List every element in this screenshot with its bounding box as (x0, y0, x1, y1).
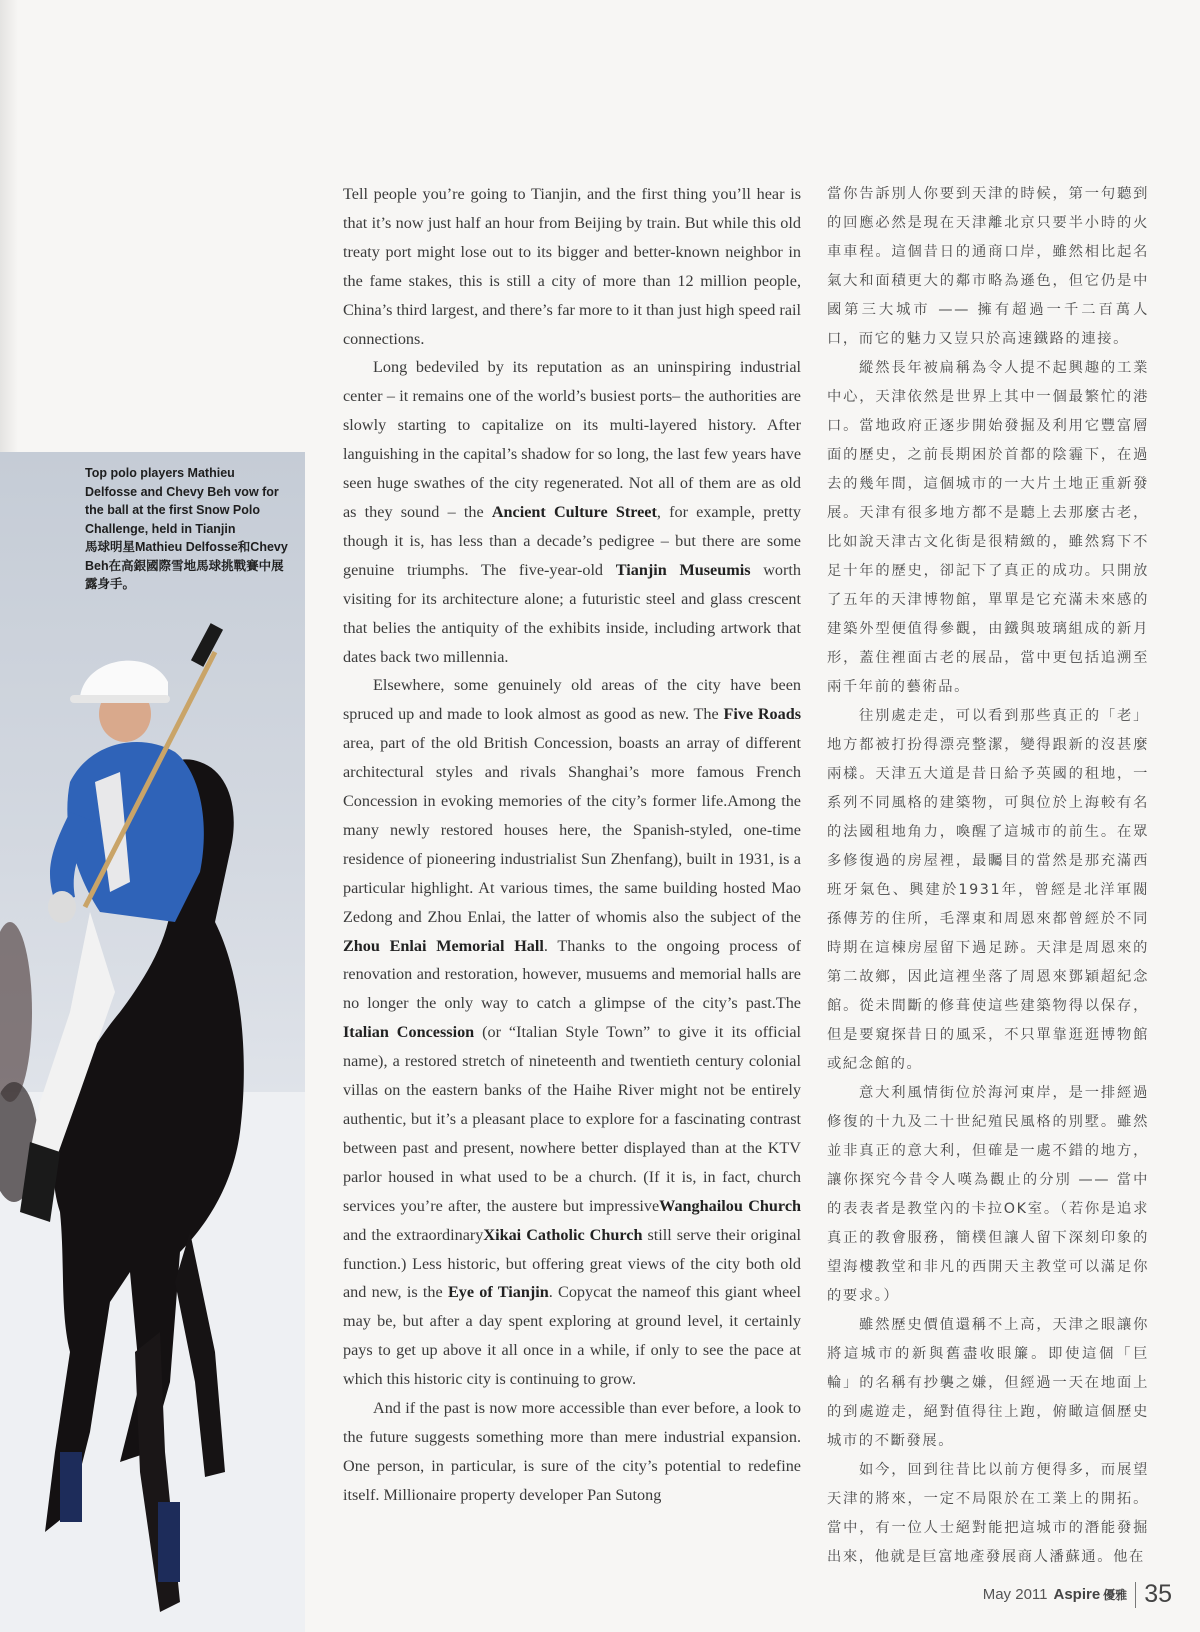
polo-photo (0, 452, 305, 1632)
page-number: 35 (1144, 1580, 1172, 1608)
place-name: Tianjin Museumis (615, 560, 751, 579)
article-zh-paragraph: 縱然長年被扁稱為令人提不起興趣的工業中心，天津依然是世界上其中一個最繁忙的港口。當地政府正逐步開始發掘及利用它豐富層面的歷史，之前長期困於首都的陰霾下，在過去的幾年間，這個城市的一大片土地正重新發展。天津有很多地方都不是聽上去那麼古老，比如說天津古文化街是很精緻的，雖然寫下不足十年的歷史，卻記下了真正的成功。只開放了五年的天津博物館，單單是它充滿未來感的建築外型便值得參觀，由鐵與玻璃組成的新月形，蓋住裡面古老的展品，當中更包括追溯至兩千年前的藝術品。 (827, 360, 1149, 695)
magazine-name: Aspire (1053, 1586, 1101, 1603)
polo-player-illustration (0, 452, 305, 1632)
article-en-paragraph (343, 671, 801, 1394)
footer-divider (1135, 1582, 1136, 1608)
paragraph-text: , for example, pretty though it is, has less than a decade’s pedigree – but there are some genuine triumphs. The five-year-old (343, 502, 801, 579)
paragraph-text: . Thanks to the ongoing process of renovation and restoration, however, musuems and memorial halls are no longer the only way to catch a glimpse of the city’s past.The (343, 936, 802, 1013)
paragraph-text: And if the past is now more accessible than ever before, a look to the future suggests something more than mere industrial expansion. One person, in particular, is sure of the city’s potential to redefine itself. Millionaire property developer Pan Sutong (343, 1399, 801, 1504)
article-en-paragraph (343, 180, 801, 353)
paragraph-text: and the extraordinary (343, 1225, 484, 1244)
paragraph-text: worth visiting for its architecture alone; a futuristic steel and glass crescent that belies the antiquity of the exhibits inside, including artwork that dates back two millennia. (343, 560, 801, 666)
paragraph-text: . Copycat the nameof this giant wheel may be, but after a day spent exploring at ground level, it certainly pays to get up above it all once in a while, if only to see the pace at which this historic city is continuing to grow. (343, 1283, 801, 1389)
place-name: Wanghailou Church (659, 1196, 802, 1215)
article-zh-paragraph: 往別處走走，可以看到那些真正的「老」地方都被打扮得漂亮整潔，變得跟新的沒甚麼兩樣。天津五大道是昔日給予英國的租地，一系列不同風格的建築物，可與位於上海較有名的法國租地角力，喚醒了這城市的前生。在眾多修復過的房屋裡，最矚目的當然是那充滿西班牙氣色、興建於1931年，曾經是北洋軍閥孫傳芳的住所，毛澤東和周恩來都曾經於不同時期在這棟房屋留下過足跡。天津是周恩來的第二故鄉，因此這裡坐落了周恩來鄧穎超紀念館。從未間斷的修葺使這些建築物得以保存，但是要窺探昔日的風采，不只單靠逛逛博物館或紀念館的。 (827, 708, 1149, 1072)
place-name: Ancient Culture Street (491, 502, 657, 521)
article-zh-paragraph: 意大利風情街位於海河東岸，是一排經過修復的十九及二十世紀殖民風格的別墅。雖然並非真正的意大利，但確是一處不錯的地方，讓你探究今昔令人嘆為觀止的分別 —— 當中的表表者是教堂內的卡拉OK室。（若你是追求真正的教會服務，簡樸但讓人留下深刻印象的望海樓教堂和非凡的西開天主教堂可以滿足你的要求。） (827, 1085, 1149, 1304)
photo-caption (85, 464, 290, 594)
place-name: Zhou Enlai Memorial Hall (343, 936, 544, 955)
photo-caption-zh: 馬球明星Mathieu Delfosse和Chevy Beh在高銀國際雪地馬球挑戰賽中展露身手。 (85, 540, 288, 591)
page-footer (983, 1580, 1172, 1609)
paragraph-text: Elsewhere, some genuinely old areas of the city have been spruced up and made to look almost as good as new. The (343, 676, 801, 724)
article-zh-paragraph: 如今，回到往昔比以前方便得多，而展望天津的將來，一定不局限於在工業上的開拓。當中，有一位人士絕對能把這城市的潛能發掘出來，他就是巨富地產發展商人潘蘇通。他在 (827, 1462, 1149, 1565)
place-name: Xikai Catholic Church (483, 1225, 643, 1244)
magazine-name-zh: 優雅 (1103, 1588, 1128, 1602)
place-name: Italian Concession (343, 1023, 475, 1042)
article-en-paragraph (343, 353, 801, 671)
paragraph-text: area, part of the old British Concession, boasts an array of different architectural styles and rivals Shanghai’s more famous French Concession in evoking memories of the city’s former life.Among the many newly restored houses here, the Spanish-styled, one-time residence of pioneering industrialist Sun Zhenfang), built in 1931, is a particular highlight. At various times, the same building hosted Mao Zedong and Zhou Enlai, the latter of whomis also the subject of the (343, 734, 801, 926)
article-zh-paragraph: 當你告訴別人你要到天津的時候，第一句聽到的回應必然是現在天津離北京只要半小時的火車車程。這個昔日的通商口岸，雖然相比起名氣大和面積更大的鄰市略為遜色，但它仍是中國第三大城市 —— 擁有超過一千二百萬人口，而它的魅力又豈只於高速鐵路的連接。 (827, 186, 1149, 347)
article-en-paragraph (343, 1394, 801, 1510)
paragraph-text: still serve their original function.) Less historic, but offering great views of the city both old and new, is the (343, 1225, 801, 1302)
place-name: Five Roads (723, 705, 802, 724)
issue-date: May 2011 (982, 1586, 1048, 1603)
paragraph-text: Tell people you’re going to Tianjin, and the first thing you’ll hear is that it’s now just half an hour from Beijing by train. But while this old treaty port might lose out to its bigger and better-known neighbor in the fame stakes, this is still a city of more than 12 million people, China’s third largest, and there’s far more to it than just high speed rail connections. (343, 185, 801, 348)
article-english-column (343, 180, 801, 1510)
place-name: Eye of Tianjin (447, 1283, 549, 1302)
article-chinese-column (827, 180, 1149, 1572)
paragraph-text: (or “Italian Style Town” to give it its official name), a restored stretch of nineteenth and twentieth century colonial villas on the eastern banks of the Haihe River might not be entirely authentic, but it’s a pleasant place to explore for a fascinating contrast between past and present, nowhere better displayed than at the KTV parlor housed in what used to be a church. (If it is, in fact, church services you’re after, the austere but impressive (343, 1023, 801, 1215)
paragraph-text: Long bedeviled by its reputation as an uninspiring industrial center – it remains one of the world’s busiest ports– the authorities are slowly starting to capitalize on its multi-layered history. After languishing in the capital’s shadow for so long, the last few years have seen huge swathes of the city regenerated. Not all of them are as old as they sound – the (343, 358, 801, 521)
article-zh-paragraph: 雖然歷史價值還稱不上高，天津之眼讓你將這城市的新與舊盡收眼簾。即使這個「巨輪」的名稱有抄襲之嫌，但經過一天在地面上的到處遊走，絕對值得往上跑，俯瞰這個歷史城市的不斷發展。 (827, 1317, 1149, 1449)
photo-caption-en: Top polo players Mathieu Delfosse and Chevy Beh vow for the ball at the first Snow Polo Challenge, held in Tianjin (85, 466, 279, 536)
